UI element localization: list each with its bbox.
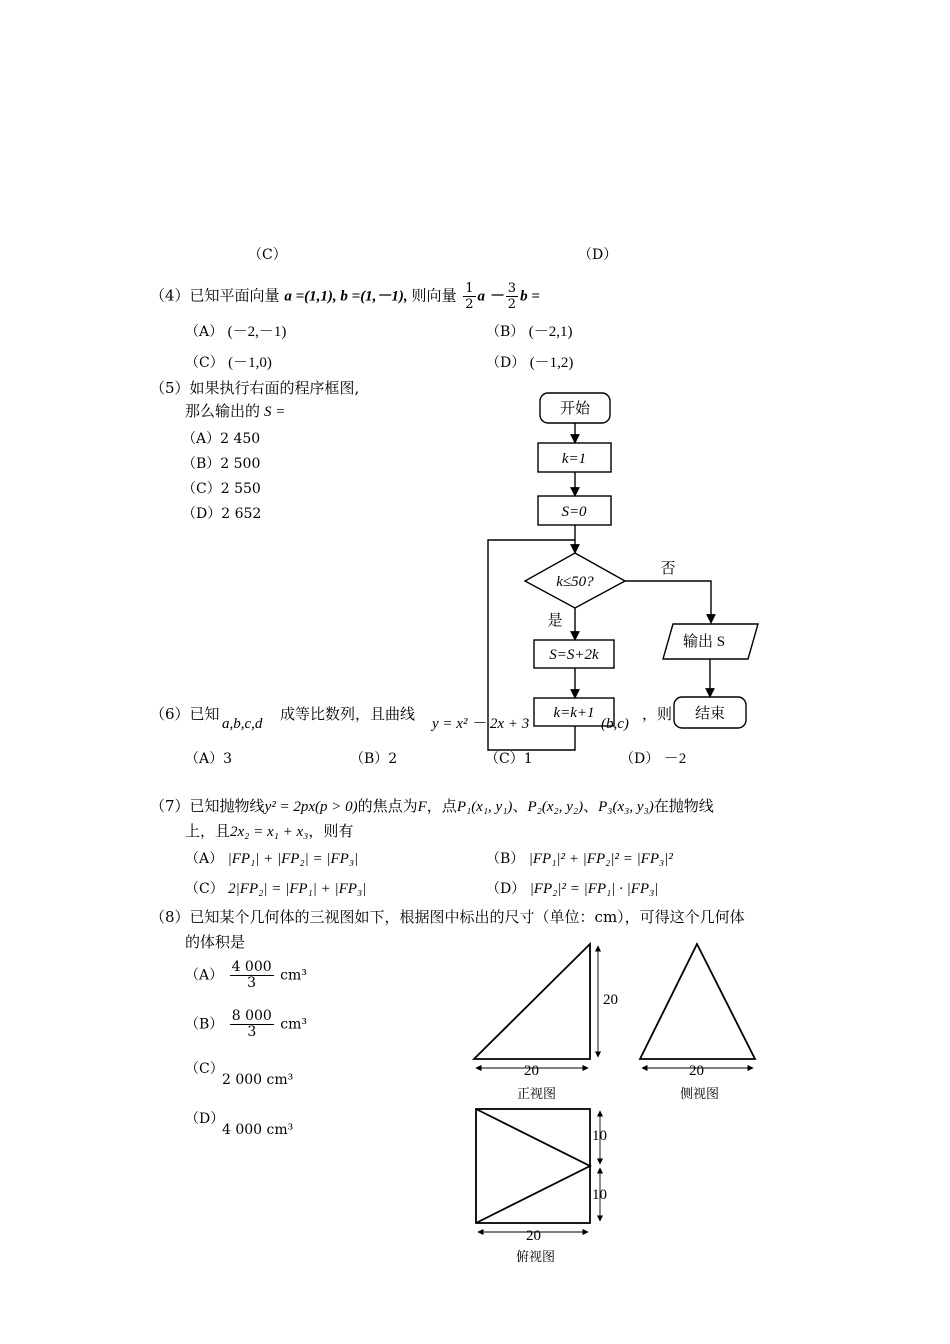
q7-option-c: （C） 2|FP₂| = |FP₁| + |FP₃|: [185, 881, 367, 897]
front-view-caption: 正视图: [517, 1086, 557, 1101]
q4-text: 已知平面向量: [189, 286, 280, 305]
flow-end-label: 结束: [694, 706, 726, 722]
q4-vector-a: a =(1,1),: [284, 288, 341, 305]
front-view: [474, 944, 590, 1059]
flow-yes-label: 是: [547, 613, 563, 629]
q7-option-b: （B） |FP₁|² + |FP₂|² = |FP₃|²: [486, 851, 673, 867]
q6-vars: a,b,c,d: [222, 716, 263, 732]
flow-condition-label: k≤50?: [556, 574, 594, 590]
flowchart-labels: [547, 400, 725, 722]
q6-option-a: （A）3: [185, 751, 233, 767]
q4-option-c: （C） (－1,0): [185, 355, 272, 371]
front-view-height: 20: [603, 992, 618, 1008]
q5-stem-line1: （5）如果执行右面的程序框图,: [150, 379, 360, 397]
q5-option-a: （A）2 450: [182, 431, 261, 447]
top-view: [476, 1109, 590, 1223]
q6-curve: y = x² － 2x + 3: [432, 716, 530, 732]
q8-option-a-fraction: $\frac{4 000}{3}$: [231, 959, 272, 991]
top-view-dim-lower: 10: [592, 1187, 607, 1203]
q4-fraction-2: $\frac{3}{2}$: [507, 281, 517, 312]
q6-option-c: （C）1: [485, 751, 533, 767]
flow-no-label: 否: [660, 561, 676, 577]
top-view-width: 20: [526, 1228, 541, 1244]
q8-option-c-value: 2 000 cm³: [222, 1072, 294, 1088]
q6-option-d: （D） －2: [620, 751, 687, 767]
q4-fraction-1: $\frac{1}{2}$: [465, 281, 474, 312]
q5-option-b: （B）2 500: [182, 456, 261, 472]
q4-mid: a －: [477, 288, 504, 305]
front-view-width: 20: [524, 1063, 539, 1079]
flow-output-label: 输出 S: [682, 634, 726, 650]
q4-vector-b: b =(1,－1),: [340, 288, 412, 305]
side-view-caption: 侧视图: [680, 1086, 720, 1101]
flow-init-s-label: S=0: [561, 504, 587, 520]
q8-option-d-value: 4 000 cm³: [222, 1122, 294, 1138]
q4-tail: b =: [520, 288, 540, 305]
q8-stem-line1: （8）已知某个几何体的三视图如下，根据图中标出的尺寸（单位：cm），可得这个几何体: [150, 908, 745, 926]
q8-option-d-label: （D）: [185, 1111, 225, 1127]
q3-option-c-label: （C）: [248, 247, 287, 263]
q4-option-d: （D） (－1,2): [486, 355, 574, 371]
q7-stem-line1: （7）已知抛物线y² = 2px(p > 0)的焦点为F，点P₁(x₁, y₁)、P₂(x₂, y₂)、P₃(x₃, y₃)在抛物线: [150, 797, 714, 815]
q4-option-a: （A） (－2,－1): [185, 324, 287, 340]
q6-number: （6）已知: [150, 705, 220, 723]
q8-option-a: （A） $\frac{4 000}{3}$ cm³: [185, 959, 307, 991]
q6-stem2: 成等比数列，且曲线: [280, 705, 416, 723]
q7-option-a: （A） |FP₁| + |FP₂| = |FP₃|: [185, 851, 359, 867]
flow-init-k-label: k=1: [561, 451, 587, 467]
q3-option-d-label: （D）: [578, 247, 618, 263]
q6-tail: ，则: [642, 705, 673, 723]
q4-number: （4）: [150, 286, 190, 305]
flow-start-label: 开始: [559, 401, 591, 417]
q7-option-d: （D） |FP₂|² = |FP₁| · |FP₃|: [486, 881, 659, 897]
top-view-dim-upper: 10: [592, 1128, 607, 1144]
q8-stem-line2: 的体积是: [185, 933, 246, 951]
flow-no-line: [625, 581, 711, 623]
q4-text2: 则向量: [411, 286, 457, 305]
top-view-caption: 俯视图: [516, 1249, 556, 1264]
side-view-width: 20: [689, 1063, 704, 1079]
q8-option-b-fraction: $\frac{8 000}{3}$: [231, 1008, 272, 1040]
flow-update-k-label: k=k+1: [553, 705, 595, 721]
q6-option-b: （B）2: [350, 751, 398, 767]
q6-point: (b,c): [601, 716, 629, 732]
q8-option-c-label: （C）: [185, 1061, 224, 1077]
side-view: [640, 944, 755, 1059]
q5-stem-line2: 那么输出的 S =: [185, 402, 286, 420]
q4-option-b: （B） (－2,1): [486, 324, 573, 340]
flow-update-s-label: S=S+2k: [549, 647, 599, 663]
flowchart: [488, 393, 758, 750]
front-view-dims: [476, 946, 598, 1068]
q8-option-b: （B） $\frac{8 000}{3}$ cm³: [185, 1008, 308, 1040]
q5-option-c: （C）2 550: [182, 481, 261, 497]
q5-option-d: （D）2 652: [182, 506, 262, 522]
q7-stem-line2: 上，且2x₂ = x₁ + x₃，则有: [185, 822, 354, 840]
